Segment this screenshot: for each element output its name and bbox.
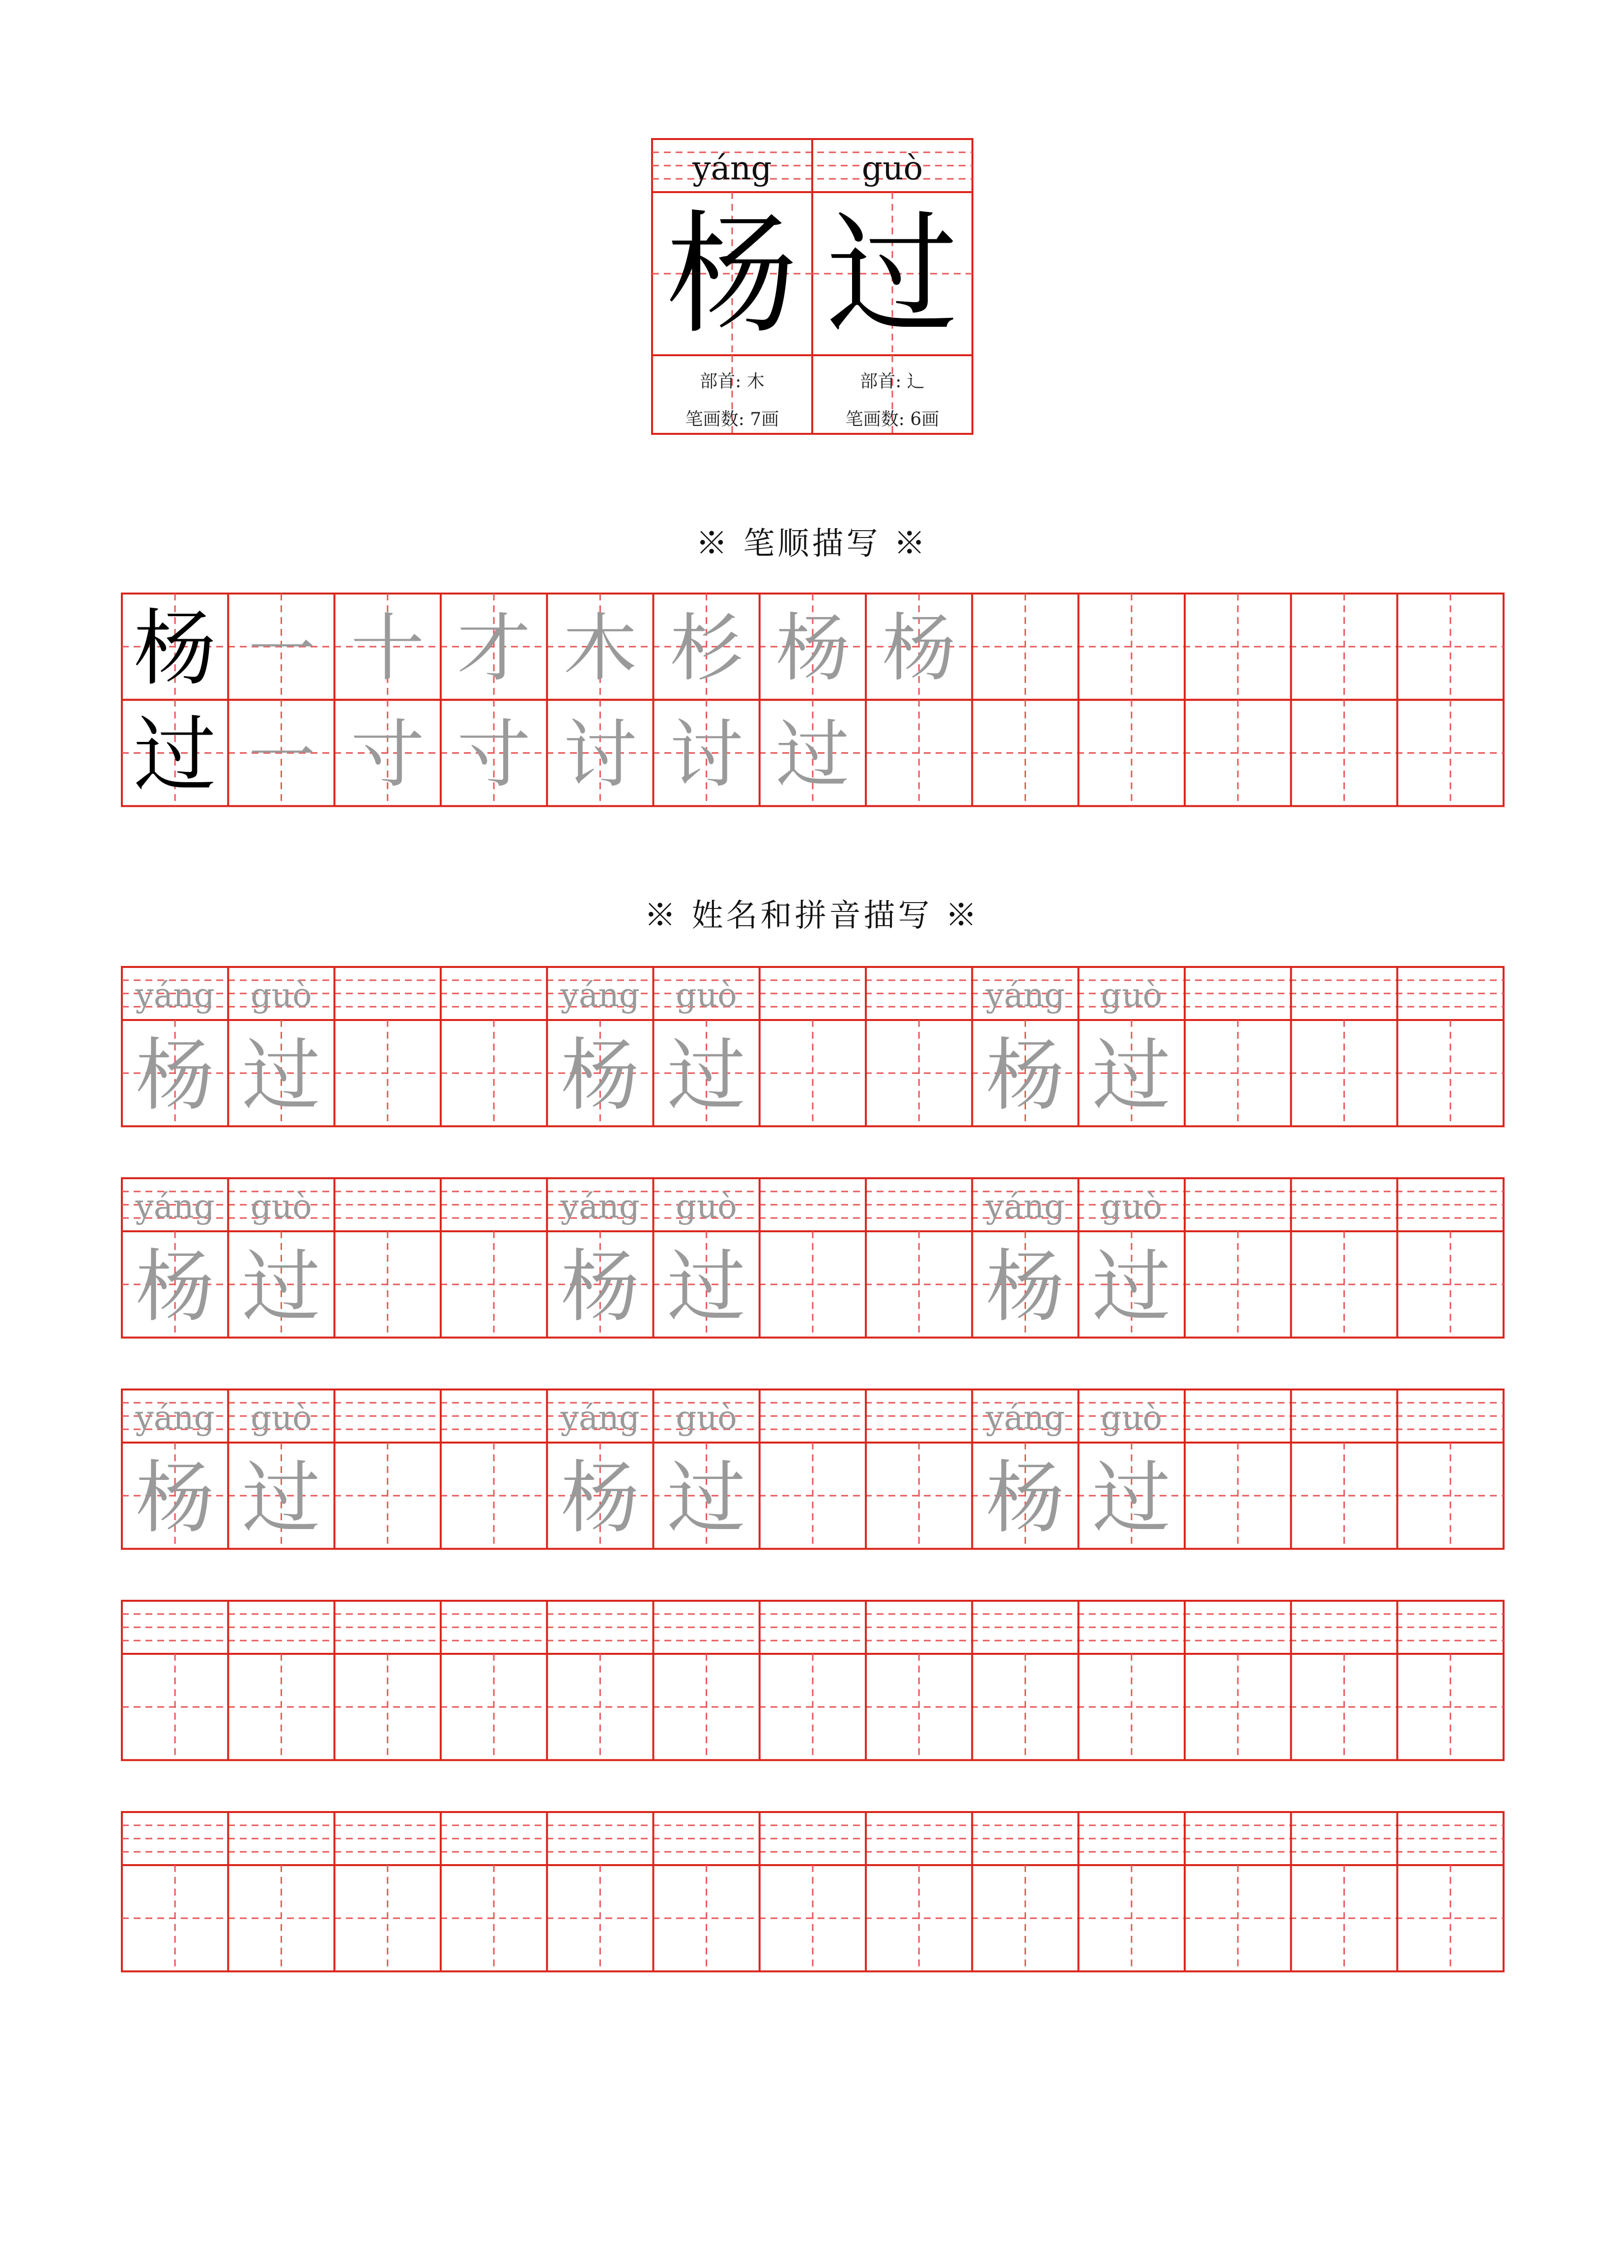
- stroke-step-character: 杨: [882, 606, 956, 692]
- trace-pinyin: guò: [1101, 1399, 1163, 1437]
- trace-character: 过: [242, 1241, 321, 1333]
- trace-character: 过: [1092, 1452, 1171, 1544]
- trace-pinyin: guò: [676, 976, 737, 1014]
- trace-pinyin: yáng: [135, 1188, 215, 1225]
- trace-character: 过: [1092, 1029, 1171, 1122]
- trace-pinyin: guò: [1101, 1188, 1163, 1225]
- trace-character: 杨: [136, 1029, 215, 1122]
- stroke-step-character: 杨: [775, 606, 850, 692]
- trace-character: 过: [667, 1029, 746, 1122]
- trace-pinyin: guò: [251, 1188, 312, 1225]
- trace-pinyin: guò: [1101, 976, 1163, 1014]
- trace-character: 过: [667, 1241, 746, 1333]
- trace-character: 杨: [986, 1241, 1065, 1333]
- stroke-order-heading: ※ 笔顺描写 ※: [696, 526, 928, 562]
- trace-character: 杨: [561, 1029, 640, 1122]
- trace-pinyin: yáng: [985, 1188, 1065, 1225]
- trace-pinyin: yáng: [560, 1399, 640, 1437]
- radical-label: 部首: 辶: [860, 371, 925, 392]
- header-pinyin: yáng: [692, 149, 772, 187]
- stroke-step-character: ㇐: [244, 606, 318, 692]
- trace-pinyin: yáng: [560, 976, 640, 1014]
- trace-pinyin: yáng: [985, 1399, 1065, 1437]
- stroke-step-character: ㇐: [244, 712, 318, 798]
- stroke-step-character: 寸: [350, 712, 425, 798]
- trace-pinyin: guò: [676, 1188, 737, 1225]
- trace-character: 过: [1092, 1241, 1171, 1333]
- trace-pinyin: yáng: [135, 976, 215, 1014]
- stroke-step-character: 过: [775, 712, 850, 798]
- trace-pinyin: yáng: [135, 1399, 215, 1437]
- radical-label: 部首: 木: [700, 371, 765, 392]
- trace-pinyin: guò: [251, 1399, 312, 1437]
- header-character: 杨: [666, 198, 798, 352]
- stroke-step-character: 杉: [669, 606, 743, 692]
- stroke-model-character: 杨: [134, 600, 217, 697]
- trace-character: 过: [242, 1452, 321, 1544]
- stroke-step-character: 才: [457, 606, 531, 692]
- trace-pinyin: guò: [251, 976, 312, 1014]
- stroke-step-character: 讨: [563, 712, 637, 798]
- trace-character: 杨: [136, 1241, 215, 1333]
- trace-character: 过: [667, 1452, 746, 1544]
- stroke-step-character: 木: [563, 606, 637, 692]
- stroke-step-character: 讨: [669, 712, 743, 798]
- stroke-step-character: 寸: [457, 712, 531, 798]
- name-pinyin-heading: ※ 姓名和拼音描写 ※: [644, 898, 980, 934]
- stroke-count-label: 笔画数: 6画: [845, 409, 940, 429]
- trace-character: 杨: [136, 1452, 215, 1544]
- trace-character: 过: [242, 1029, 321, 1122]
- trace-character: 杨: [986, 1452, 1065, 1544]
- header-pinyin: guò: [861, 149, 923, 187]
- stroke-step-character: 十: [350, 606, 425, 692]
- trace-pinyin: yáng: [560, 1188, 640, 1225]
- stroke-model-character: 过: [134, 707, 217, 803]
- trace-character: 杨: [561, 1452, 640, 1544]
- header-character: 过: [826, 198, 958, 352]
- trace-pinyin: guò: [676, 1399, 737, 1437]
- trace-character: 杨: [561, 1241, 640, 1333]
- stroke-count-label: 笔画数: 7画: [685, 409, 779, 429]
- trace-character: 杨: [986, 1029, 1065, 1122]
- trace-pinyin: yáng: [985, 976, 1065, 1014]
